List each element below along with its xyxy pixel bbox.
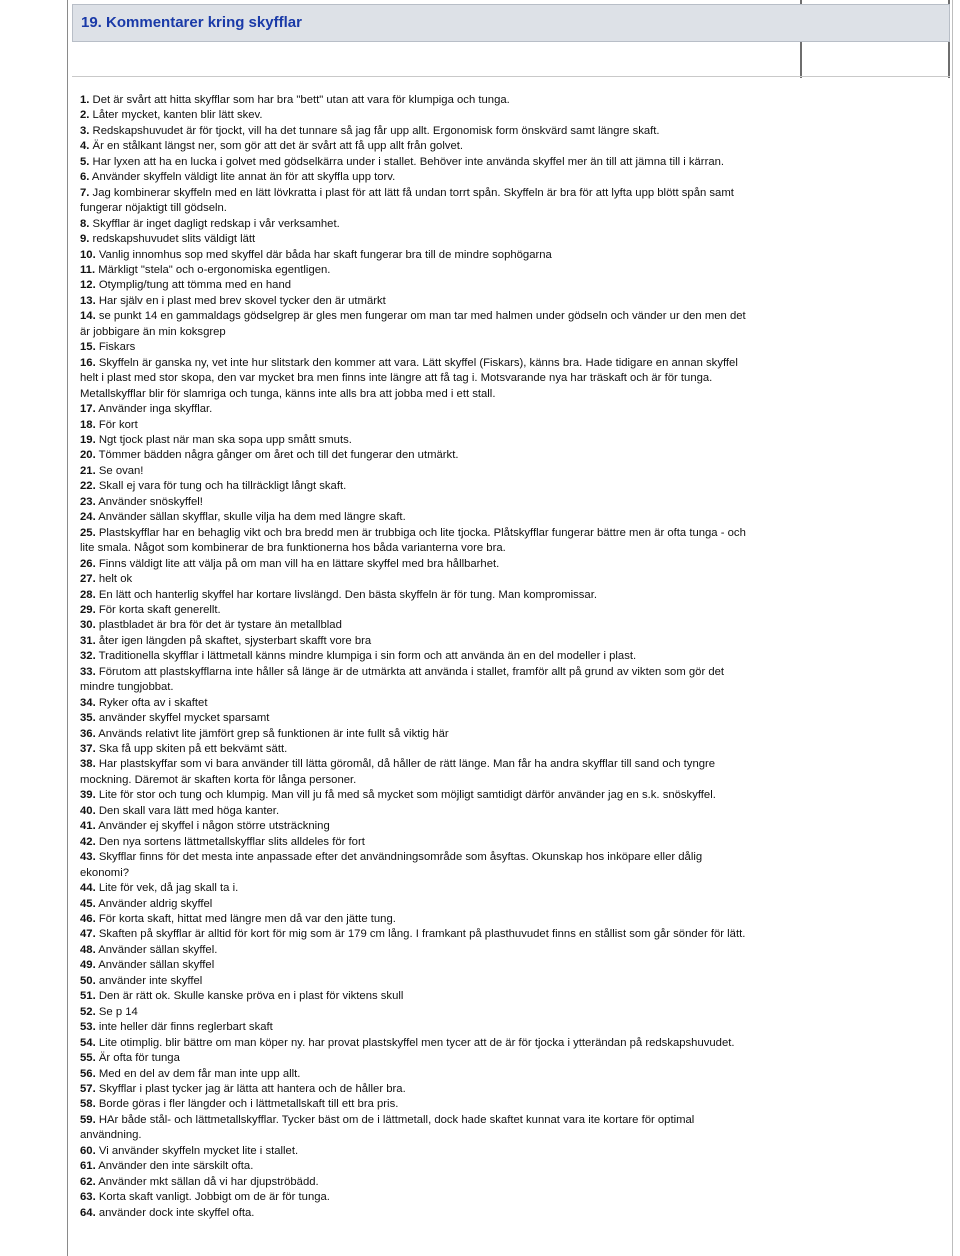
comment-number: 42.	[80, 835, 96, 848]
comment-text: Det är svårt att hitta skyfflar som har bra "bett" utan att vara för klumpiga och tunga.	[89, 94, 510, 106]
comment-number: 17.	[80, 403, 96, 416]
comment-number: 3.	[80, 124, 90, 137]
comment-text: Lite otimplig. blir bättre om man köper ny. har provat plastskyffel men tycer att de är för tjocka i ytterändan på redskapshuvudet.	[95, 1036, 735, 1049]
comment-number: 34.	[80, 696, 96, 709]
comment-item	[80, 696, 750, 711]
comment-item	[80, 294, 750, 309]
comment-item	[80, 711, 750, 726]
comment-text: Vanlig innomhus sop med skyffel där båda har skaft fungerar bra till de mindre sophögarna	[95, 248, 552, 261]
comment-item	[80, 1036, 750, 1051]
comment-item	[80, 526, 750, 557]
comment-item	[80, 479, 750, 494]
comment-item	[80, 1051, 750, 1066]
comment-text: För korta skaft, hittat med längre men då var den jätte tung.	[95, 913, 396, 926]
comment-number: 6.	[80, 171, 90, 184]
comment-item	[80, 448, 750, 463]
comment-item	[80, 278, 750, 293]
comment-text: använder dock inte skyffel ofta.	[95, 1206, 255, 1219]
comment-number: 13.	[80, 294, 96, 307]
comment-item	[80, 557, 750, 572]
comment-item	[80, 402, 750, 417]
comment-number: 64.	[80, 1206, 96, 1219]
comment-number: 61.	[80, 1160, 96, 1173]
comment-number: 4.	[80, 140, 90, 153]
comment-text: redskapshuvudet slits väldigt lätt	[89, 233, 256, 246]
comment-number: 11.	[80, 263, 96, 276]
comment-number: 26.	[80, 557, 96, 570]
comment-number: 48.	[80, 943, 96, 956]
comment-number: 29.	[80, 603, 96, 616]
comment-number: 20.	[80, 449, 96, 462]
comment-number: 12.	[80, 279, 96, 292]
comment-number: 39.	[80, 789, 96, 802]
comment-text: Använder snöskyffel!	[95, 495, 203, 508]
comment-number: 16.	[80, 356, 96, 369]
comment-item	[80, 186, 750, 217]
comment-item	[80, 1005, 750, 1020]
comment-text: Den skall vara lätt med höga kanter.	[95, 804, 280, 817]
comment-text: Tömmer bädden några gånger om året och till det fungerar den utmärkt.	[95, 449, 459, 462]
comment-text: inte heller där finns reglerbart skaft	[95, 1021, 273, 1034]
comment-number: 57.	[80, 1083, 96, 1095]
comment-item	[80, 464, 750, 479]
comment-item	[80, 927, 750, 942]
comment-text: plastbladet är bra för det är tystare än metallblad	[95, 619, 342, 632]
comment-item	[80, 232, 750, 247]
comment-number: 51.	[80, 990, 96, 1003]
comment-number: 14.	[80, 310, 96, 323]
comment-text: se punkt 14 en gammaldags gödselgrep är gles men fungerar om man tar med halmen under gödseln och vänder ur den men det är jobbigare än min koksgrep	[80, 310, 746, 338]
comment-item	[80, 139, 750, 154]
comment-number: 33.	[80, 665, 96, 678]
comment-number: 5.	[80, 155, 90, 168]
comment-text: helt ok	[95, 573, 133, 586]
comment-text: Lite för vek, då jag skall ta i.	[95, 882, 239, 895]
comment-number: 56.	[80, 1067, 96, 1080]
comment-number: 47.	[80, 928, 96, 941]
comment-item	[80, 897, 750, 912]
comment-item	[80, 433, 750, 448]
comment-text: Används relativt lite jämfört grep så funktionen är inte fullt så viktig här	[95, 727, 449, 740]
comment-item	[80, 943, 750, 958]
comment-text: Se p 14	[95, 1005, 138, 1018]
comment-item	[80, 757, 750, 788]
comment-text: Finns väldigt lite att välja på om man vill ha en lättare skyffel med bra hållbarhet.	[95, 557, 500, 570]
comment-number: 25.	[80, 526, 96, 539]
comment-text: Skyfflar är inget dagligt redskap i vår verksamhet.	[89, 217, 340, 230]
comment-item	[80, 1082, 750, 1097]
comment-text: Märkligt "stela" och o-ergonomiska egentligen.	[95, 263, 331, 276]
comment-number: 15.	[80, 341, 96, 354]
comment-item	[80, 881, 750, 896]
comment-text: Använder ej skyffel i någon större utsträckning	[95, 820, 330, 833]
comment-text: Plastskyfflar har en behaglig vikt och bra bredd men är trubbiga och lite tjocka. Plåtskyfflar fungerar bättre men är ofta tunga - och lite smala. Något som kombinerar de bra funktionerna hos båda varianterna vore bra.	[80, 526, 746, 555]
comment-text: Ska få upp skiten på ett bekvämt sätt.	[95, 743, 288, 756]
comment-item	[80, 1144, 750, 1159]
comment-number: 45.	[80, 897, 96, 910]
comment-item	[80, 804, 750, 819]
comment-number: 50.	[80, 974, 96, 987]
comment-item	[80, 727, 750, 742]
comment-item	[80, 649, 750, 664]
comment-text: Har lyxen att ha en lucka i golvet med gödselkärra under i stallet. Behöver inte använda skyffel mer än till att jämna till i kärran.	[89, 155, 725, 168]
comment-text: Se ovan!	[95, 464, 144, 477]
comment-number: 40.	[80, 804, 96, 817]
comment-text: Använder skyffeln väldigt lite annat än för att skyffla upp torv.	[89, 171, 396, 184]
comment-number: 54.	[80, 1036, 96, 1049]
comment-number: 30.	[80, 619, 96, 632]
comment-text: Har plastskyffar som vi bara använder till lätta göromål, då håller de rätt länge. Man får ha andra skyfflar till sand och tyngre mockning. Däremot är skaften korta för långa personer.	[80, 758, 716, 786]
comment-number: 46.	[80, 913, 96, 926]
comment-text: Ryker ofta av i skaftet	[95, 696, 208, 709]
comment-text: Är ofta för tunga	[95, 1052, 180, 1065]
comment-item	[80, 742, 750, 757]
comment-item	[80, 418, 750, 433]
comment-number: 23.	[80, 495, 96, 508]
comment-item	[80, 93, 750, 108]
comment-text: Använder den inte särskilt ofta.	[95, 1160, 254, 1173]
comment-item	[80, 835, 750, 850]
comment-item	[80, 1067, 750, 1082]
comments-list	[80, 93, 750, 1221]
comment-number: 38.	[80, 758, 96, 771]
comment-number: 27.	[80, 573, 96, 586]
comment-text: Vi använder skyffeln mycket lite i stallet.	[95, 1144, 299, 1157]
comment-text: Har själv en i plast med brev skovel tycker den är utmärkt	[95, 294, 386, 307]
comment-text: Förutom att plastskyfflarna inte håller så länge är de utmärkta att använda i stallet, framför allt på grund av vikten som gör det mindre tungjobbat.	[80, 665, 725, 694]
comment-number: 9.	[80, 233, 90, 246]
comment-text: Fiskars	[95, 341, 136, 354]
comment-text: Redskapshuvudet är för tjockt, vill ha det tunnare så jag får upp allt. Ergonomisk form önskvärd samt längre skaft.	[89, 124, 660, 137]
comment-item	[80, 665, 750, 696]
comment-item	[80, 356, 750, 402]
comment-item	[80, 170, 750, 185]
comment-item	[80, 1175, 750, 1190]
comment-item	[80, 1020, 750, 1035]
comment-text: Är en stålkant längst ner, som gör att det är svårt att få upp allt från golvet.	[89, 140, 464, 153]
comment-item	[80, 634, 750, 649]
comment-item	[80, 495, 750, 510]
comment-number: 28.	[80, 588, 96, 601]
comment-text: Skall ej vara för tung och ha tillräckligt långt skaft.	[95, 480, 347, 493]
comment-number: 35.	[80, 712, 96, 725]
comment-item	[80, 155, 750, 170]
comment-text: För korta skaft generellt.	[95, 603, 221, 616]
comment-number: 60.	[80, 1144, 96, 1157]
divider	[72, 76, 950, 77]
comment-text: Använder sällan skyfflar, skulle vilja ha dem med längre skaft.	[95, 511, 406, 524]
comment-number: 7.	[80, 186, 90, 199]
right-border	[952, 0, 953, 1256]
comment-item	[80, 603, 750, 618]
comment-text: För kort	[95, 418, 138, 431]
comment-number: 62.	[80, 1175, 96, 1188]
comment-item	[80, 788, 750, 803]
comment-item	[80, 1113, 750, 1144]
comment-number: 43.	[80, 851, 96, 864]
comment-text: Skyfflar i plast tycker jag är lätta att hantera och de håller bra.	[95, 1083, 406, 1095]
comment-item	[80, 912, 750, 927]
comment-text: Använder sällan skyffel.	[95, 943, 218, 956]
comment-item	[80, 974, 750, 989]
comment-text: Ngt tjock plast när man ska sopa upp smått smuts.	[95, 433, 352, 446]
comment-text: Lite för stor och tung och klumpig. Man vill ju få med så mycket som möjligt samtidigt därför använder jag en s.k. snöskyffel.	[95, 789, 716, 802]
comment-text: Den är rätt ok. Skulle kanske pröva en i plast för viktens skull	[95, 990, 404, 1003]
comment-text: Låter mycket, kanten blir lätt skev.	[89, 109, 263, 122]
comment-number: 63.	[80, 1191, 96, 1204]
comment-item	[80, 572, 750, 587]
comment-number: 10.	[80, 248, 96, 261]
comment-item	[80, 1159, 750, 1174]
comment-item	[80, 108, 750, 123]
comment-item	[80, 263, 750, 278]
comment-item	[80, 217, 750, 232]
comment-text: Använder aldrig skyffel	[95, 897, 213, 910]
comment-number: 21.	[80, 464, 96, 477]
comment-number: 53.	[80, 1021, 96, 1034]
comment-number: 19.	[80, 433, 96, 446]
comment-item	[80, 1097, 750, 1112]
comment-item	[80, 340, 750, 355]
comment-text: Med en del av dem får man inte upp allt.	[95, 1067, 301, 1080]
comment-item	[80, 309, 750, 340]
comment-number: 32.	[80, 650, 96, 663]
comment-text: Använder sällan skyffel	[95, 959, 215, 972]
comment-item	[80, 850, 750, 881]
comment-text: Otymplig/tung att tömma med en hand	[95, 279, 292, 292]
comment-item	[80, 124, 750, 139]
comment-text: Korta skaft vanligt. Jobbigt om de är för tunga.	[95, 1191, 330, 1204]
comment-number: 18.	[80, 418, 96, 431]
comment-number: 55.	[80, 1052, 96, 1065]
comment-number: 44.	[80, 882, 96, 895]
comment-number: 8.	[80, 217, 90, 230]
section-title: 19. Kommentarer kring skyfflar	[81, 14, 302, 31]
section-header	[72, 4, 950, 42]
comment-item	[80, 1190, 750, 1205]
comment-number: 31.	[80, 634, 96, 647]
comment-item	[80, 248, 750, 263]
comment-number: 59.	[80, 1113, 96, 1126]
comment-item	[80, 588, 750, 603]
comment-number: 49.	[80, 959, 96, 972]
comment-number: 52.	[80, 1005, 96, 1018]
comment-number: 2.	[80, 109, 90, 122]
comment-text: En lätt och hanterlig skyffel har kortare livslängd. Den bästa skyffeln är för tung. Man kompromissar.	[95, 588, 597, 601]
comment-text: Skyffeln är ganska ny, vet inte hur slitstark den kommer att vara. Lätt skyffel (Fiskars), känns bra. Hade tidigare en annan skyffel helt i plast med stor skopa, den var mycket bra men finns inte längre att få tag i. Motsvarande nya har träskaft och är för tunga. Metallskyfflar blir för slamriga och tunga, känns inte alls bra att jobba med i ett stall.	[80, 356, 738, 400]
comment-number: 22.	[80, 480, 96, 493]
comment-number: 1.	[80, 94, 90, 106]
comment-text: Använder inga skyfflar.	[95, 403, 213, 416]
comment-text: använder inte skyffel	[95, 974, 203, 987]
comment-text: Borde göras i fler längder och i lättmetallskaft till ett bra pris.	[95, 1098, 399, 1111]
comment-text: Den nya sortens lättmetallskyfflar slits alldeles för fort	[95, 835, 365, 848]
comment-text: Skaften på skyfflar är alltid för kort för mig som är 179 cm lång. I framkant på plasthuvudet finns en stållist som går sönder för lätt.	[95, 928, 746, 941]
comment-item	[80, 510, 750, 525]
comment-number: 58.	[80, 1098, 96, 1111]
comment-number: 24.	[80, 511, 96, 524]
comment-text: använder skyffel mycket sparsamt	[95, 712, 270, 725]
comment-text: Använder mkt sällan då vi har djupströbädd.	[95, 1175, 319, 1188]
comment-text: Skyfflar finns för det mesta inte anpassade efter det användningsområde som åsyftas. Okunskap hos inköpare eller dålig ekonomi?	[80, 851, 703, 879]
comment-number: 41.	[80, 820, 96, 833]
comment-item	[80, 1206, 750, 1221]
comment-text: Traditionella skyfflar i lättmetall känns mindre klumpiga i sin form och att använda än en del modeller i plast.	[95, 650, 637, 663]
comment-item	[80, 819, 750, 834]
comment-item	[80, 989, 750, 1004]
comment-item	[80, 958, 750, 973]
comment-text: åter igen längden på skaftet, sjysterbart skafft vore bra	[95, 634, 372, 647]
comment-text: Jag kombinerar skyffeln med en lätt lövkratta i plast för att lätt få undan torrt spån. Skyffeln är bra för att lyfta upp blött spån samt fungerar nöjaktigt till gödseln.	[80, 186, 734, 215]
comment-item	[80, 618, 750, 633]
comment-text: HAr både stål- och lättmetallskyfflar. Tycker bäst om de i lättmetall, dock hade skaftet kunnat vara ite kortare för optimal användning.	[80, 1113, 695, 1142]
comment-number: 36.	[80, 727, 96, 740]
comment-number: 37.	[80, 743, 96, 756]
